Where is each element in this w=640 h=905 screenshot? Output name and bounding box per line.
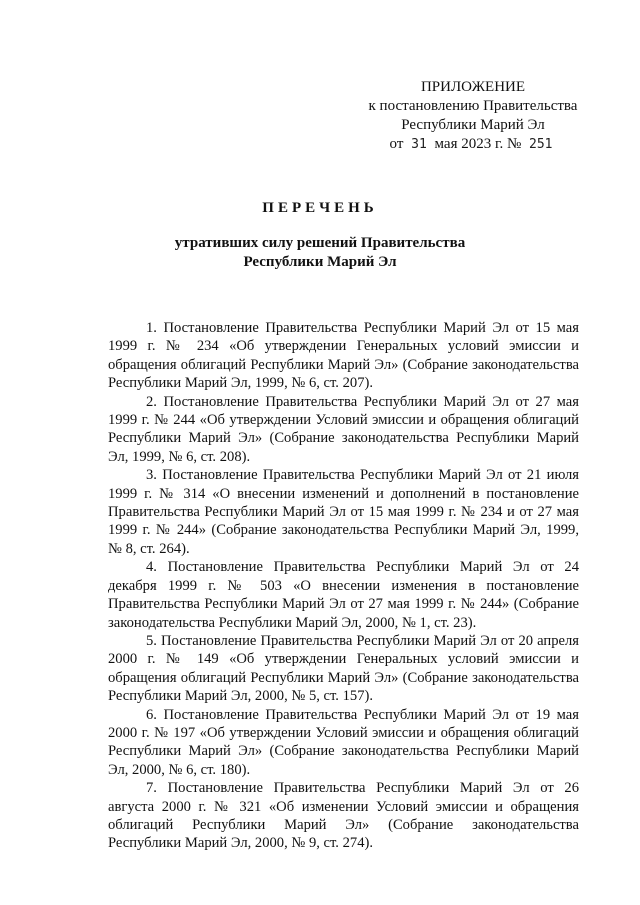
list-item: 7. Постановление Правительства Республики Марий Эл от 26 августа 2000 г. № 321 «Об изменении Условий эмиссии и обращения облигаций Республики Марий Эл» (Собрание законодательства Республики Марий Эл, 2000, № 9, ст. 274). xyxy=(108,780,579,852)
appendix-block xyxy=(340,78,606,154)
appendix-date-line xyxy=(340,135,606,154)
list-item: 2. Постановление Правительства Республики Марий Эл от 27 мая 1999 г. № 244 «Об утверждении Условий эмиссии и обращения облигаций Республики Марий Эл» (Собрание законодательства Республики Марий Эл, 1999, № 6, ст. 208). xyxy=(108,393,579,465)
list-item: 1. Постановление Правительства Республики Марий Эл от 15 мая 1999 г. № 234 «Об утверждении Генеральных условий эмиссии и обращения облигаций Республики Марий Эл» (Собрание законодательства Республики Марий Эл, 1999, № 6, ст. 207). xyxy=(108,320,579,392)
document-subtitle xyxy=(0,234,640,272)
list-item: 3. Постановление Правительства Республики Марий Эл от 21 июля 1999 г. № 314 «О внесении изменений и дополнений в постановление Правительства Республики Марий Эл от 15 мая 1999 г. № 234 и от 27 мая 1999 г. № 244» (Собрание законодательства Республики Марий Эл, 1999, № 8, ст. 264). xyxy=(108,467,579,557)
appendix-line-2: Республики Марий Эл xyxy=(401,117,545,133)
list-item: 5. Постановление Правительства Республики Марий Эл от 20 апреля 2000 г. № 149 «Об утверждении Генеральных условий эмиссии и обращения облигаций Республики Марий Эл» (Собрание законодательства Республики Марий Эл, 2000, № 5, ст. 157). xyxy=(108,632,579,705)
subtitle-line-2: Республики Марий Эл xyxy=(243,254,397,270)
appendix-month-year: мая 2023 г. № xyxy=(434,136,522,152)
document-title: ПЕРЕЧЕНЬ xyxy=(262,200,378,216)
appendix-date-prefix: от xyxy=(389,136,404,152)
list-item: 6. Постановление Правительства Республики Марий Эл от 19 мая 2000 г. № 197 «Об утверждении Условий эмиссии и обращения облигаций Республики Марий Эл» (Собрание законодательства Республики Марий Эл, 2000, № 6, ст. 180). xyxy=(108,706,579,778)
appendix-line-1: к постановлению Правительства xyxy=(368,98,578,114)
list-item: 4. Постановление Правительства Республики Марий Эл от 24 декабря 1999 г. № 503 «О внесении изменения в постановление Правительства Республики Марий Эл от 27 мая 1999 г. № 244» (Собрание законодательства Республики Марий Эл, 2000, № 1, ст. 23). xyxy=(108,559,579,631)
decision-list xyxy=(108,319,579,853)
appendix-day: 31 xyxy=(411,137,427,152)
appendix-number: 251 xyxy=(529,137,553,152)
subtitle-line-1: утративших силу решений Правительства xyxy=(174,235,466,251)
appendix-label: ПРИЛОЖЕНИЕ xyxy=(420,79,526,95)
